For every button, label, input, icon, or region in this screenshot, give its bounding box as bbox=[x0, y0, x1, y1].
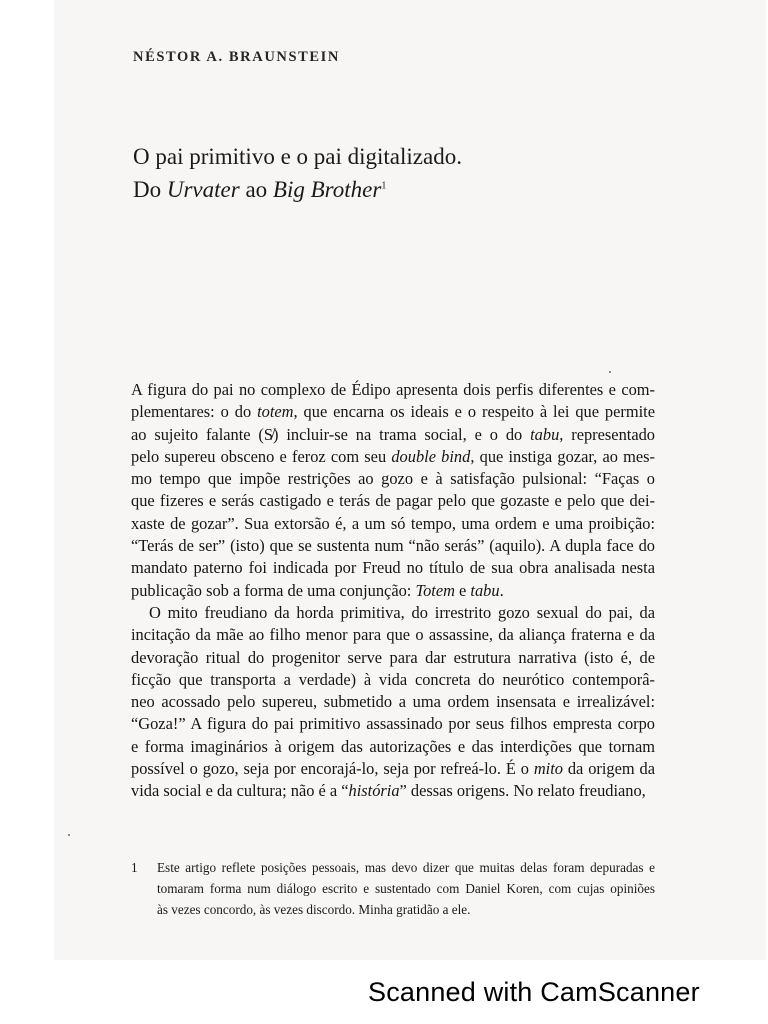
body-line: ficção que transporta a verdade) à vida concreta do neurótico contemporâ- bbox=[131, 669, 655, 689]
title-line-2-prefix: Do bbox=[133, 177, 167, 202]
article-title bbox=[133, 140, 653, 206]
body-line: vida social e da cultura; não é a “história” dessas origens. No relato freudiano, bbox=[131, 781, 646, 801]
body-line: mo tempo que impõe restrições ao gozo e à satisfação pulsional: “Faças o bbox=[131, 469, 655, 489]
camscanner-watermark: Scanned with CamScanner bbox=[368, 977, 700, 1007]
body-line: devoração ritual do progenitor serve para dar estrutura narrativa (isto é, de bbox=[131, 647, 655, 667]
italic-term: tabu bbox=[470, 580, 500, 600]
body-line: incitação da mãe ao filho menor para que o assassine, da aliança fraterna e da bbox=[131, 625, 655, 645]
footnote-line: tomaram forma num diálogo escrito e sustentado com Daniel Koren, com cujas opiniões bbox=[157, 881, 655, 896]
italic-term: tabu bbox=[530, 424, 560, 444]
footnote-line: às vezes concordo, às vezes discordo. Minha gratidão a ele. bbox=[157, 902, 471, 917]
body-line: e forma imaginários à origem das autorizações e das interdições que tornam bbox=[131, 736, 655, 756]
body-line: pelo supereu obsceno e feroz com seu double bind, que instiga gozar, ao mes- bbox=[131, 446, 655, 466]
italic-term: mito bbox=[533, 759, 563, 779]
italic-term: história bbox=[348, 781, 400, 801]
footnote-number: 1 bbox=[131, 860, 138, 875]
body-line: que fizeres e serás castigado e terás de pagar pelo que gozaste e pelo que dei- bbox=[131, 491, 655, 511]
scan-speck bbox=[68, 834, 70, 836]
title-line-2 bbox=[133, 173, 653, 206]
body-line: ao sujeito falante (S̸) incluir-se na trama social, e o do tabu, representado bbox=[131, 424, 655, 444]
body-line: neo acossado pelo supereu, submetido a uma ordem insensata e irrealizável: bbox=[131, 692, 655, 712]
body-line: “Goza!” A figura do pai primitivo assassinado por seus filhos empresta corpo bbox=[131, 714, 655, 734]
title-italic-urvater: Urvater bbox=[166, 177, 240, 202]
body-line: mandato paterno foi indicada por Freud no título de sua obra analisada nesta bbox=[131, 558, 655, 578]
footnote-line: Este artigo reflete posições pessoais, mas devo dizer que muitas delas foram depuradas e bbox=[157, 860, 655, 875]
body-line: O mito freudiano da horda primitiva, do irrestrito gozo sexual do pai, da bbox=[149, 602, 655, 622]
title-italic-big-brother: Big Brother bbox=[272, 177, 382, 202]
body-line: xaste de gozar”. Sua extorsão é, a um só tempo, uma ordem e uma proibição: bbox=[131, 513, 655, 533]
body-line: “Terás de ser” (isto) que se sustenta num “não serás” (aquilo). A dupla face do bbox=[131, 536, 655, 556]
italic-term: double bind bbox=[391, 446, 471, 466]
body-text bbox=[131, 379, 655, 803]
body-line: possível o gozo, seja por encorajá-lo, seja por refreá-lo. É o mito da origem da bbox=[131, 759, 655, 779]
footnote-reference: 1 bbox=[381, 180, 387, 192]
title-line-2-mid: ao bbox=[239, 177, 273, 202]
footnote-text bbox=[157, 857, 655, 920]
italic-term: Totem bbox=[415, 580, 455, 600]
italic-term: totem bbox=[257, 402, 294, 422]
body-line: A figura do pai no complexo de Édipo apresenta dois perfis diferentes e com- bbox=[131, 380, 655, 399]
body-line: plementares: o do totem, que encarna os ideais e o respeito à lei que permite bbox=[131, 402, 655, 422]
body-line: publicação sob a forma de uma conjunção: Totem e tabu. bbox=[131, 580, 504, 600]
title-line-1: O pai primitivo e o pai digitalizado. bbox=[133, 144, 462, 169]
scan-speck bbox=[609, 371, 611, 373]
running-header-author: NÉSTOR A. BRAUNSTEIN bbox=[133, 49, 340, 65]
